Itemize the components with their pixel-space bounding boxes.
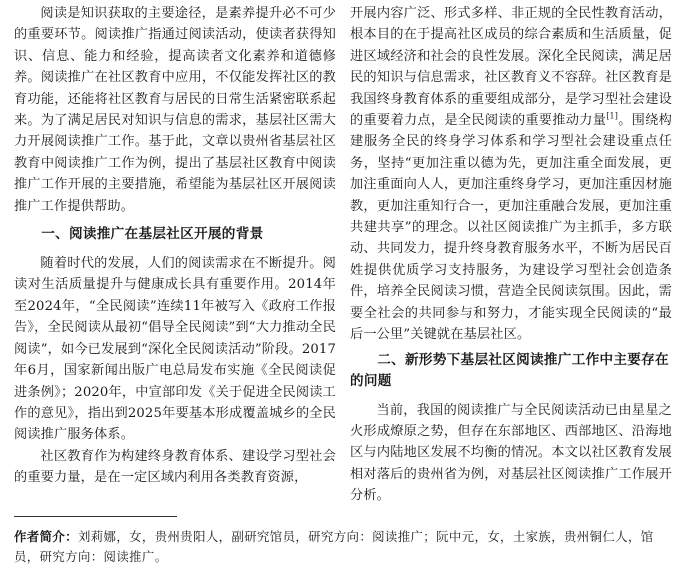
section-heading-1: 一、阅读推广在基层社区开展的背景 — [41, 226, 264, 243]
continued-text-b: 。围绕构建服务全民的终身学习体系和学习型社会建设重点任务，坚持“更加注重以德为先，更加注重全面发展，更加注重面向人人，更加注重终身学习，更加注重因材施教，更加注重知行合一，更加注重融合发展，更加注重共建共享”的理念。以社区阅读推广为主抓手，多方联动、共同发力，提升终身教育服务水平，不断为居民百姓提供优质学习支持服务，为建设学习型社会创造条件，培养全民阅读习惯，营造全民阅读氛围。因此，需要全社会的共同参与和努力，才能实现全民阅读的“最后一公里”关键就在基层社区。 — [350, 113, 672, 343]
author-footnote-label: 作者简介： — [14, 529, 78, 544]
continued-paragraph — [350, 3, 672, 346]
section-heading-2: 二、新形势下基层社区阅读推广工作中主要存在的问题 — [350, 351, 669, 389]
author-footnote-text: 刘莉娜，女，贵州贵阳人，副研究馆员，研究方向：阅读推广；阮中元，女，土家族，贵州铜仁人，馆员，研究方向：阅读推广。 — [14, 529, 654, 564]
author-footnote — [14, 527, 674, 567]
footnote-divider — [14, 516, 177, 517]
continued-text-a: 开展内容广泛、形式多样、非正规的全民性教育活动，根本目的在于提高社区成员的综合素质和生活质量，促进区域经济和社会的良性发展。深化全民阅读，满足居民的知识与信息需求，社区教育义不容辞。社区教育是我国终身教育体系的重要组成部分，是学习型社会建设的重要着力点，是全民阅读的重要推动力量 — [350, 6, 672, 129]
problems-paragraph: 当前，我国的阅读推广与全民阅读活动已由星星之火形成燎原之势，但存在东部地区、西部地区、沿海地区与内陆地区发展不均衡的情况。本文以社区教育发展相对落后的贵州省为例，对基层社区阅读推广工作展开分析。 — [350, 402, 672, 504]
left-column — [14, 3, 336, 489]
right-column — [350, 3, 672, 507]
intro-paragraph: 阅读是知识获取的主要途径，是素养提升必不可少的重要环节。阅读推广指通过阅读活动，使读者获得知识、信息、能力和经验，提高读者文化素养和道德修养。阅读推广在社区教育中应用，不仅能发挥社区的教育功能，还能将社区教育与居民的日常生活紧密联系起来。为了满足居民对知识与信息的需求，基层社区需大力开展阅读推广工作。基于此，文章以贵州省基层社区教育中阅读推广工作为例，提出了基层社区教育中阅读推广工作开展的主要措施，希望能为基层社区开展阅读推广工作提供帮助。 — [14, 6, 336, 214]
citation-marker: [1] — [606, 111, 619, 121]
background-paragraph: 随着时代的发展，人们的阅读需求在不断提升。阅读对生活质量提升与健康成长具有重要作用。2014年至2024年，“全民阅读”连续11年被写入《政府工作报告》，全民阅读从最初“倡导全民阅读”到“大力推动全民阅读”，如今已发展到“深化全民阅读活动”阶段。2017年6月，国家新闻出版广电总局发布实施《全民阅读促进条例》；2020年，中宣部印发《关于促进全民阅读工作的意见》，指出到2025年要基本形成覆盖城乡的全民阅读推广服务体系。 — [14, 256, 336, 443]
community-education-paragraph: 社区教育作为构建终身教育体系、建设学习型社会的重要力量，是在一定区域内利用各类教育资源， — [14, 448, 336, 486]
